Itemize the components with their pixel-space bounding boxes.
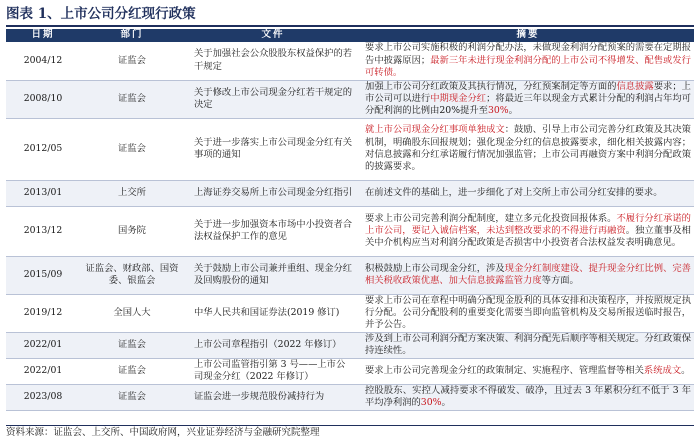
policy-table bbox=[6, 29, 694, 411]
cell-doc: 关于加强社会公众股股东权益保护的若干规定 bbox=[184, 42, 362, 80]
header-date: 日期 bbox=[6, 29, 80, 42]
cell-date: 2008/10 bbox=[6, 80, 80, 118]
cell-doc: 上市公司监管指引第 3 号——上市公司现金分红（2022 年修订） bbox=[184, 358, 362, 384]
summary-text: 在前述文件的基础上，进一步细化了对上交所上市公司分红安排的要求。 bbox=[365, 186, 663, 198]
summary-text: 控股股东、实控人减持要求不得破发、破净，且过去 3 年累积分红不低于 3 年平均净利润的 bbox=[365, 384, 691, 408]
table-row bbox=[6, 256, 694, 294]
summary-text: 要求上市公司实施积极的利润分配办法，未做现金利润分配预案的需要在定期报告中披露原因； bbox=[365, 42, 691, 66]
cell-doc: 关于进一步加强资本市场中小投资者合法权益保护工作的意见 bbox=[184, 206, 362, 256]
cell-summary bbox=[362, 384, 694, 410]
cell-dept: 证监会 bbox=[80, 384, 184, 410]
summary-highlight: 最新三年未进行现金利润分配的上市公司不得增发、配售或发行可转债。 bbox=[365, 54, 691, 78]
summary-text: 。 bbox=[681, 364, 691, 376]
cell-date: 2019/12 bbox=[6, 294, 80, 332]
cell-dept: 证监会 bbox=[80, 118, 184, 180]
cell-doc: 证监会进一步规范股份减持行为 bbox=[184, 384, 362, 410]
cell-doc: 中华人民共和国证券法(2019 修订) bbox=[184, 294, 362, 332]
cell-summary bbox=[362, 206, 694, 256]
cell-dept: 证监会 bbox=[80, 358, 184, 384]
cell-dept: 国务院 bbox=[80, 206, 184, 256]
table-row bbox=[6, 294, 694, 332]
table-row bbox=[6, 206, 694, 256]
cell-summary bbox=[362, 256, 694, 294]
table-body bbox=[6, 42, 694, 410]
summary-highlight: 现金分红制度建设、提升现金分红比例、完善相关税收政策优惠、加大信息披露监管力度 bbox=[365, 262, 691, 286]
table-row bbox=[6, 42, 694, 80]
title-divider bbox=[6, 25, 694, 27]
summary-text: ：鼓励、引导上市公司完善分红政策及其决策机制，明确股东回报规划；强化现金分红的信息披露要求，细化相关披露内容；对信息披露和分红承诺履行情况加强监管；上市公司再融资方案中利润分配政策的披露要求。 bbox=[365, 124, 691, 173]
table-row bbox=[6, 180, 694, 206]
header-dept: 部门 bbox=[80, 29, 184, 42]
source-divider bbox=[6, 425, 694, 426]
summary-text: 。 bbox=[441, 397, 451, 408]
summary-text: 要求上市公司完善现金分红的政策制定、实施程序、管理监督等相关 bbox=[365, 364, 644, 376]
cell-dept: 证监会 bbox=[80, 42, 184, 80]
cell-doc: 关于进一步落实上市公司现金分红有关事项的通知 bbox=[184, 118, 362, 180]
cell-summary bbox=[362, 358, 694, 384]
summary-highlight: 信息披露 bbox=[616, 80, 654, 92]
header-doc: 文件 bbox=[184, 29, 362, 42]
summary-text: 要求上市公司在章程中明确分配现金股利的具体安排和决策程序，并按照规定执行分配。公司分配股利的重要变化需要当即向监管机构及交易所报送临时报告，并予公告。 bbox=[365, 294, 691, 331]
cell-dept: 全国人大 bbox=[80, 294, 184, 332]
table-header-row bbox=[6, 29, 694, 42]
cell-date: 2013/12 bbox=[6, 206, 80, 256]
cell-summary bbox=[362, 80, 694, 118]
cell-date: 2015/09 bbox=[6, 256, 80, 294]
summary-highlight: 系统成文 bbox=[643, 364, 682, 376]
cell-doc: 关于鼓励上市公司兼并重组、现金分红及回购股份的通知 bbox=[184, 256, 362, 294]
cell-summary bbox=[362, 180, 694, 206]
summary-text: 涉及到上市公司利润分配方案决策、利润分配先后顺序等相关规定。分红政策保持连续性。 bbox=[365, 332, 691, 356]
summary-text: 积极鼓励上市公司现金分红，涉及 bbox=[365, 262, 505, 274]
cell-dept: 证监会 bbox=[80, 80, 184, 118]
cell-date: 2004/12 bbox=[6, 42, 80, 80]
table-row bbox=[6, 118, 694, 180]
cell-date: 2013/01 bbox=[6, 180, 80, 206]
summary-text: 。独立董事及相关中介机构应当对利润分配政策是否损害中小投资者合法权益发表明确意见。 bbox=[365, 224, 691, 249]
table-row bbox=[6, 80, 694, 118]
cell-dept: 上交所 bbox=[80, 180, 184, 206]
cell-doc: 上海证券交易所上市公司现金分红指引 bbox=[184, 180, 362, 206]
cell-summary bbox=[362, 42, 694, 80]
header-summary: 摘要 bbox=[362, 29, 694, 42]
table-row bbox=[6, 384, 694, 410]
cell-doc: 关于修改上市公司现金分红若干规定的决定 bbox=[184, 80, 362, 118]
cell-dept: 证监会 bbox=[80, 332, 184, 358]
summary-text: ；将最近三年以现金方式累计分配的利润占年均可分配利润的比例由20%提升至 bbox=[365, 92, 691, 117]
cell-date: 2012/05 bbox=[6, 118, 80, 180]
cell-date: 2022/01 bbox=[6, 332, 80, 358]
summary-highlight: 中期现金分红 bbox=[430, 92, 487, 104]
cell-dept: 证监会、财政部、国资委、银监会 bbox=[80, 256, 184, 294]
cell-summary bbox=[362, 332, 694, 358]
summary-text: 加强上市公司分红政策及其执行情况，分红预案制定等方面的 bbox=[365, 80, 617, 92]
summary-highlight: 就上市公司现金分红事项单独成文 bbox=[365, 124, 505, 136]
summary-highlight: 不履行分红承诺的上市公司，要记入诚信档案，未达到整改要求的不得进行再融资 bbox=[365, 212, 691, 236]
cell-summary bbox=[362, 294, 694, 332]
cell-doc: 上市公司章程指引（2022 年修订） bbox=[184, 332, 362, 358]
source-note: 资料来源：证监会、上交所、中国政府网，兴业证券经济与金融研究院整理 bbox=[6, 427, 320, 438]
summary-highlight: 30% bbox=[487, 105, 509, 117]
summary-text: 要求上市公司完善利润分配制度，建立多元化投资回报体系。 bbox=[365, 212, 617, 224]
figure-title: 图表 1、上市公司分红现行政策 bbox=[6, 6, 196, 22]
summary-text: 。 bbox=[508, 105, 518, 117]
summary-highlight: 30% bbox=[420, 397, 442, 408]
table-row bbox=[6, 332, 694, 358]
summary-text: 等方面。 bbox=[541, 275, 579, 286]
cell-summary bbox=[362, 118, 694, 180]
cell-date: 2022/01 bbox=[6, 358, 80, 384]
table-row bbox=[6, 358, 694, 384]
cell-date: 2023/08 bbox=[6, 384, 80, 410]
summary-text: 要求；上市公司可以进行 bbox=[365, 80, 691, 104]
